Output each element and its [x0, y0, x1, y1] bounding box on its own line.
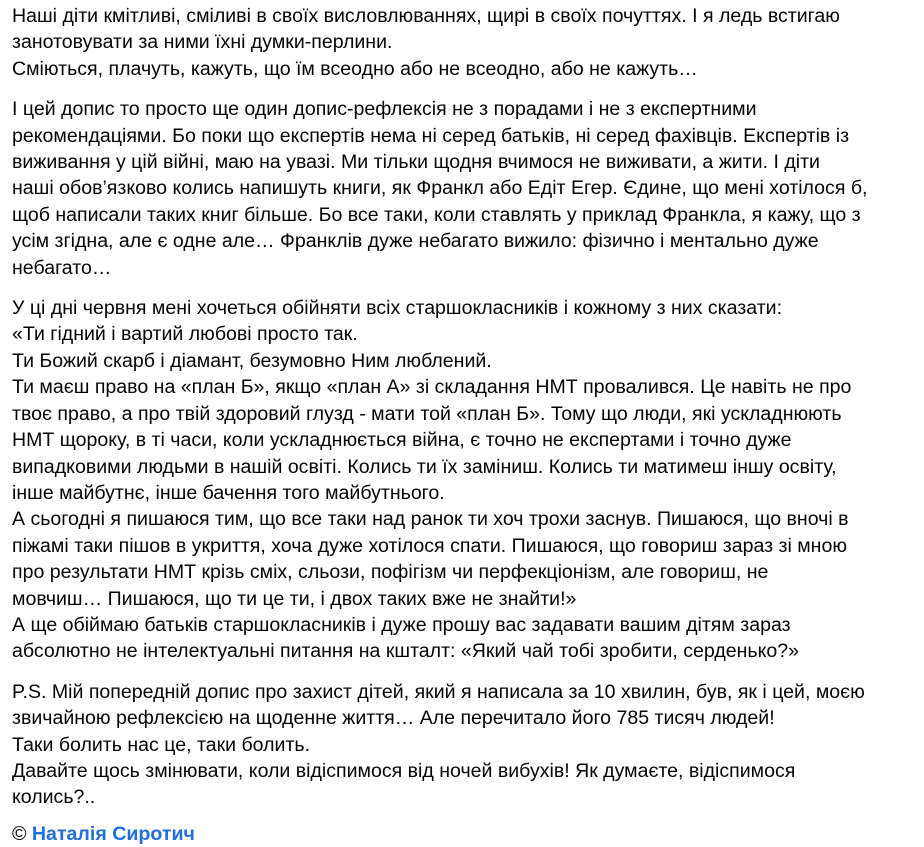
text-line: наші обов’язково колись напишуть книги, як Франкл або Едіт Егер. Єдине, що мені хотілося б, [12, 177, 868, 200]
paragraph-1 [12, 3, 914, 82]
paragraph-4 [12, 679, 914, 811]
text-line: НМТ щороку, в ті часи, коли ускладнюється війна, є точно не експертами і точно дуже [12, 429, 792, 452]
text-line: А сьогодні я пишаюся тим, що все таки над ранок ти хоч трохи заснув. Пишаюся, що вночі в [12, 508, 849, 531]
text-line: щоб написали таких книг більше. Бо все таки, коли ставлять у приклад Франкла, я кажу, що з [12, 203, 861, 226]
text-line: І цей допис то просто ще один допис-рефлексія не з порадами і не з експертними [12, 98, 757, 121]
text-line: про результати НМТ крізь сміх, сльози, пофігізм чи перфекціонізм, але говориш, не [12, 561, 769, 584]
text-line: твоє право, а про твій здоровий глузд - мати той «план Б». Тому що люди, які ускладнюють [12, 402, 842, 425]
copyright-symbol: © [12, 822, 27, 845]
post-body [12, 3, 914, 847]
text-line: усім згідна, але є одне але… Франклів дуже небагато вижило: фізично і ментально дуже [12, 230, 819, 253]
text-line: Давайте щось змінювати, коли відіспимося від ночей вибухів! Як думаєте, відіспимося [12, 759, 796, 782]
text-line: Ти Божий скарб і діамант, безумовно Ним люблений. [12, 349, 492, 372]
text-line: Таки болить нас це, таки болить. [12, 733, 311, 756]
text-line: «Ти гідний і вартий любові просто так. [12, 323, 358, 346]
text-line: мовчиш… Пишаюся, що ти це ти, і двох таких вже не знайти!» [12, 587, 577, 610]
text-line: рекомендаціями. Бо поки що експертів нема ні серед батьків, ні серед фахівців. Експертів із [12, 124, 850, 147]
text-line: виживання у цій війні, маю на увазі. Ми тільки щодня вчимося не виживати, а жити. І діти [12, 151, 820, 174]
text-line: А ще обіймаю батьків старшокласників і дуже прошу вас задавати вашим дітям зараз [12, 613, 791, 636]
text-line: Ти маєш право на «план Б», якщо «план А» зі складання НМТ провалився. Це навіть не про [12, 376, 852, 399]
text-line: піжамі таки пішов в укриття, хоча дуже хотілося спати. Пишаюся, що говориш зараз зі мною [12, 534, 848, 557]
paragraph-2 [12, 96, 914, 281]
author-credit [12, 821, 914, 847]
text-line: Наші діти кмітливі, сміливі в своїх висловлюваннях, щирі в своїх почуттях. І я ледь встигаю [12, 5, 840, 27]
text-line: колись?.. [12, 786, 96, 809]
text-line: P.S. Мій попередній допис про захист дітей, який я написала за 10 хвилин, був, як і цей, моєю [12, 680, 865, 703]
text-line: занотовувати за ними їхні думки-перлини. [12, 31, 393, 54]
text-line: інше майбутнє, інше бачення того майбутнього. [12, 481, 445, 504]
paragraph-3 [12, 295, 914, 665]
text-line: У ці дні червня мені хочеться обійняти всіх старшокласників і кожному з них сказати: [12, 297, 783, 320]
text-line: випадковими людьми в нашій освіті. Колись ти їх заміниш. Колись ти матимеш іншу освіту, [12, 455, 837, 478]
author-link[interactable]: Наталія Сиротич [31, 822, 195, 845]
text-line: небагато… [12, 256, 112, 279]
text-line: звичайною рефлексією на щоденне життя… Але перечитало його 785 тисяч людей! [12, 707, 775, 730]
text-line: Сміються, плачуть, кажуть, що їм всеодно або не всеодно, або не кажуть… [12, 57, 698, 80]
text-line: абсолютно не інтелектуальні питання на кшталт: «Який чай тобі зробити, серденько?» [12, 640, 800, 663]
